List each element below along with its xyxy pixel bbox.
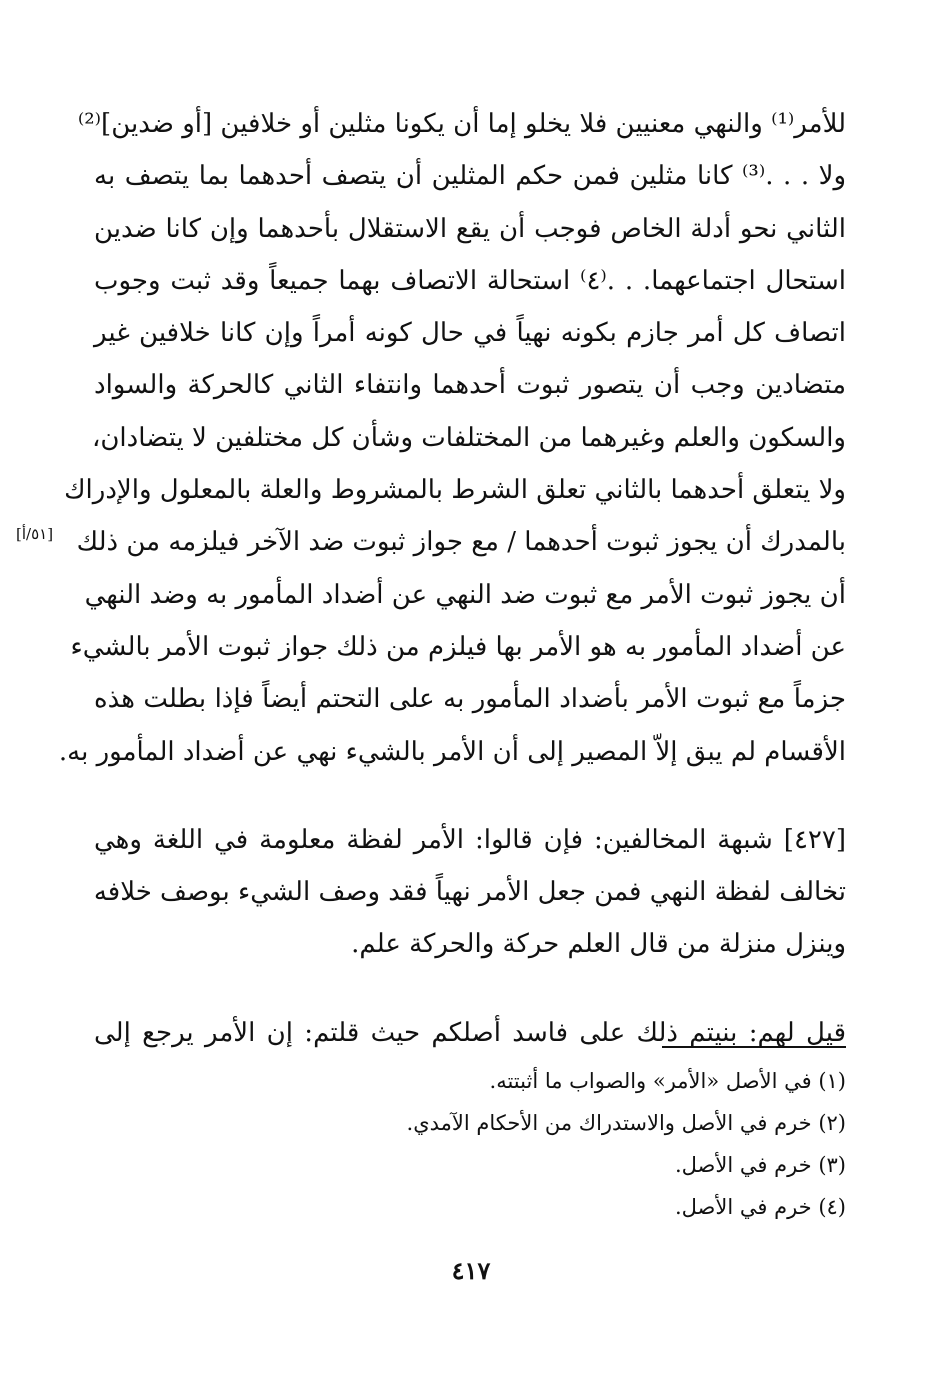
page-number: ٤١٧ — [451, 1256, 491, 1285]
text-line: استحال اجتماعهما. . .⁽٤⁾ استحالة الاتصاف بهما جميعاً وقد ثبت وجوب — [94, 265, 846, 296]
footnotes — [94, 1060, 846, 1228]
text-line: والسكون والعلم وغيرهما من المختلفات وشأن كل مختلفين لا يتضادان، — [91, 422, 846, 453]
text-line: [٤٢٧] شبهة المخالفين: فإن قالوا: الأمر لفظة معلومة في اللغة وهي — [94, 824, 846, 855]
text-line: تخالف لفظة النهي فمن جعل الأمر نهياً فقد وصف الشيء بوصف خلافه — [93, 877, 846, 908]
folio-margin-note: [٥١/أ] — [16, 525, 54, 543]
paragraph-gap — [94, 971, 846, 1007]
footnote: (٣) خرم في الأصل. — [674, 1153, 846, 1177]
footnote: (٤) خرم في الأصل. — [674, 1195, 846, 1219]
footnote: (١) في الأصل «الأمر» والصواب ما أثبتته. — [489, 1069, 846, 1093]
text-line: أن يجوز ثبوت الأمر مع ثبوت ضد النهي عن أضداد المأمور به وضد النهي — [84, 579, 846, 610]
text-line: الأقسام لم يبق إلاّ المصير إلى أن الأمر بالشيء نهي عن أضداد المأمور به. — [58, 736, 846, 767]
text-line: بالمدرك أن يجوز ثبوت أحدهما / مع جواز ثبوت ضد الآخر فيلزمه من ذلك — [76, 527, 846, 558]
text-line: متضادين وجب أن يتصور ثبوت أحدهما وانتفاء الثاني كالحركة والسواد — [94, 370, 846, 401]
text-line: اتصاف كل أمر جازم بكونه نهياً في حال كونه أمراً وإن كانا خلافين غير — [94, 318, 846, 349]
paragraph-gap — [94, 778, 846, 814]
footnote: (٢) خرم في الأصل والاستدراك من الأحكام الآمدي. — [406, 1111, 846, 1135]
text-line: الثاني نحو أدلة الخاص فوجب أن يقع الاستقلال بأحدهما وإن كانا ضدين — [94, 213, 846, 244]
footnote-divider — [662, 1046, 846, 1048]
text-line: قيل لهم: بنيتم ذلك على فاسد أصلكم حيث قلتم: إن الأمر يرجع إلى — [94, 1017, 846, 1048]
text-line: ولا . . .⁽³⁾ كانا مثلين فمن حكم المثلين أن يتصف أحدهما بما يتصف به — [94, 161, 846, 192]
text-line: جزماً مع ثبوت الأمر بأضداد المأمور به على التحتم أيضاً فإذا بطلت هذه — [94, 684, 846, 715]
text-line: للأمر⁽¹⁾ والنهي معنيين فلا يخلو إما أن يكونا مثلين أو خلافين [أو ضدين]⁽²⁾ — [77, 109, 846, 139]
text-line: عن أضداد المأمور به هو الأمر بها فيلزم من ذلك جواز ثبوت الأمر بالشيء — [70, 631, 846, 662]
text-line: وينزل منزلة من قال العلم حركة والحركة علم. — [351, 929, 846, 960]
main-text — [58, 98, 846, 1059]
text-line: ولا يتعلق أحدهما بالثاني تعلق الشرط بالمشروط والعلة بالمعلول والإدراك — [64, 475, 846, 506]
